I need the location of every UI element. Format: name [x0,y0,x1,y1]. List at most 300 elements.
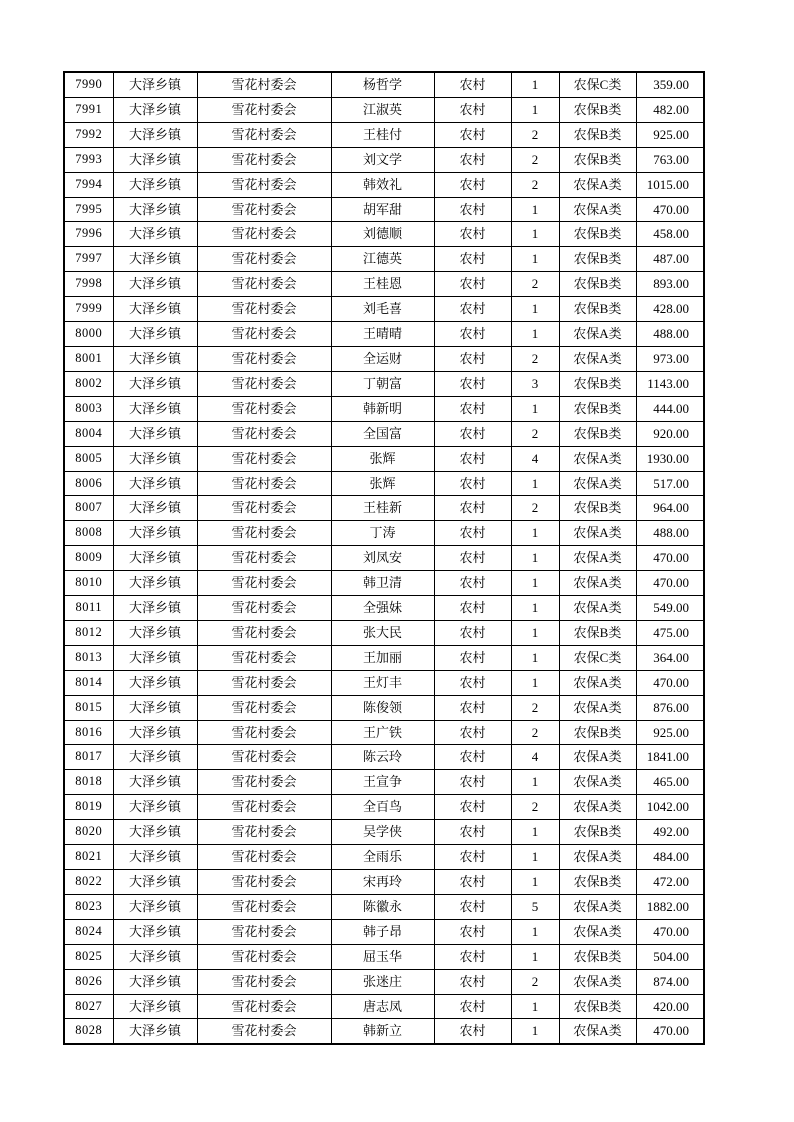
cell-category: 农保B类 [559,122,636,147]
table-row [64,396,704,421]
cell-category: 农保A类 [559,919,636,944]
cell-category: 农保A类 [559,695,636,720]
cell-village: 雪花村委会 [197,421,331,446]
cell-category: 农保B类 [559,620,636,645]
cell-count: 1 [511,521,559,546]
cell-category: 农保A类 [559,894,636,919]
table-row [64,870,704,895]
cell-amount: 472.00 [636,870,704,895]
cell-seq: 8021 [64,845,113,870]
cell-amount: 925.00 [636,122,704,147]
cell-seq: 8003 [64,396,113,421]
cell-town: 大泽乡镇 [113,670,197,695]
cell-name: 全运财 [331,346,434,371]
cell-category: 农保B类 [559,820,636,845]
table-row [64,845,704,870]
cell-type: 农村 [434,521,511,546]
cell-amount: 487.00 [636,247,704,272]
cell-town: 大泽乡镇 [113,172,197,197]
cell-village: 雪花村委会 [197,122,331,147]
cell-count: 5 [511,894,559,919]
cell-name: 张辉 [331,471,434,496]
cell-category: 农保B类 [559,222,636,247]
cell-town: 大泽乡镇 [113,870,197,895]
pension-table-container [63,71,705,1045]
cell-seq: 7993 [64,147,113,172]
table-row [64,222,704,247]
cell-seq: 8001 [64,346,113,371]
cell-count: 2 [511,496,559,521]
cell-count: 2 [511,147,559,172]
cell-category: 农保B类 [559,272,636,297]
cell-count: 1 [511,222,559,247]
cell-village: 雪花村委会 [197,322,331,347]
cell-type: 农村 [434,894,511,919]
table-row [64,969,704,994]
cell-town: 大泽乡镇 [113,820,197,845]
cell-town: 大泽乡镇 [113,396,197,421]
cell-seq: 8025 [64,944,113,969]
cell-seq: 8013 [64,645,113,670]
cell-category: 农保A类 [559,197,636,222]
cell-name: 张迷庄 [331,969,434,994]
cell-seq: 7991 [64,97,113,122]
table-row [64,795,704,820]
cell-town: 大泽乡镇 [113,222,197,247]
cell-amount: 1143.00 [636,371,704,396]
cell-seq: 8010 [64,571,113,596]
cell-amount: 470.00 [636,571,704,596]
cell-category: 农保A类 [559,845,636,870]
cell-village: 雪花村委会 [197,297,331,322]
cell-amount: 876.00 [636,695,704,720]
cell-category: 农保A类 [559,770,636,795]
cell-amount: 364.00 [636,645,704,670]
cell-category: 农保B类 [559,994,636,1019]
cell-amount: 470.00 [636,919,704,944]
cell-village: 雪花村委会 [197,745,331,770]
cell-village: 雪花村委会 [197,720,331,745]
table-row [64,346,704,371]
cell-type: 农村 [434,72,511,97]
cell-name: 全百鸟 [331,795,434,820]
cell-count: 1 [511,322,559,347]
cell-type: 农村 [434,471,511,496]
cell-village: 雪花村委会 [197,396,331,421]
cell-category: 农保A类 [559,670,636,695]
cell-category: 农保B类 [559,496,636,521]
cell-count: 2 [511,272,559,297]
cell-category: 农保A类 [559,346,636,371]
cell-type: 农村 [434,571,511,596]
cell-village: 雪花村委会 [197,645,331,670]
cell-village: 雪花村委会 [197,695,331,720]
cell-seq: 8028 [64,1019,113,1044]
cell-town: 大泽乡镇 [113,969,197,994]
table-row [64,172,704,197]
cell-category: 农保A类 [559,969,636,994]
cell-type: 农村 [434,446,511,471]
cell-count: 1 [511,471,559,496]
cell-town: 大泽乡镇 [113,845,197,870]
cell-type: 农村 [434,919,511,944]
cell-town: 大泽乡镇 [113,770,197,795]
cell-seq: 7999 [64,297,113,322]
cell-seq: 7992 [64,122,113,147]
table-row [64,247,704,272]
cell-name: 王灯丰 [331,670,434,695]
table-row [64,994,704,1019]
cell-amount: 488.00 [636,322,704,347]
cell-type: 农村 [434,172,511,197]
cell-village: 雪花村委会 [197,670,331,695]
cell-town: 大泽乡镇 [113,297,197,322]
cell-village: 雪花村委会 [197,845,331,870]
table-row [64,820,704,845]
cell-type: 农村 [434,820,511,845]
cell-amount: 482.00 [636,97,704,122]
cell-amount: 1882.00 [636,894,704,919]
cell-name: 唐志凤 [331,994,434,1019]
cell-type: 农村 [434,222,511,247]
cell-category: 农保B类 [559,147,636,172]
table-row [64,521,704,546]
cell-category: 农保B类 [559,870,636,895]
cell-type: 农村 [434,396,511,421]
cell-seq: 8018 [64,770,113,795]
cell-count: 1 [511,670,559,695]
cell-town: 大泽乡镇 [113,247,197,272]
cell-category: 农保A类 [559,571,636,596]
cell-name: 王桂付 [331,122,434,147]
cell-count: 2 [511,720,559,745]
cell-type: 农村 [434,97,511,122]
table-row [64,670,704,695]
table-row [64,919,704,944]
cell-count: 1 [511,297,559,322]
cell-category: 农保A类 [559,546,636,571]
cell-seq: 8009 [64,546,113,571]
cell-category: 农保A类 [559,521,636,546]
cell-amount: 470.00 [636,546,704,571]
cell-seq: 8012 [64,620,113,645]
table-row [64,322,704,347]
table-row [64,944,704,969]
table-row [64,745,704,770]
cell-category: 农保B类 [559,371,636,396]
cell-name: 王广铁 [331,720,434,745]
cell-seq: 8000 [64,322,113,347]
cell-village: 雪花村委会 [197,1019,331,1044]
table-row [64,446,704,471]
cell-amount: 488.00 [636,521,704,546]
cell-count: 1 [511,546,559,571]
cell-village: 雪花村委会 [197,147,331,172]
table-row [64,571,704,596]
cell-village: 雪花村委会 [197,596,331,621]
cell-name: 韩子昂 [331,919,434,944]
cell-name: 吴学侠 [331,820,434,845]
cell-count: 1 [511,596,559,621]
cell-type: 农村 [434,546,511,571]
cell-town: 大泽乡镇 [113,446,197,471]
cell-seq: 7998 [64,272,113,297]
cell-type: 农村 [434,969,511,994]
cell-type: 农村 [434,745,511,770]
cell-town: 大泽乡镇 [113,795,197,820]
cell-town: 大泽乡镇 [113,471,197,496]
cell-category: 农保A类 [559,322,636,347]
cell-town: 大泽乡镇 [113,919,197,944]
cell-type: 农村 [434,322,511,347]
cell-amount: 458.00 [636,222,704,247]
cell-count: 1 [511,620,559,645]
cell-type: 农村 [434,695,511,720]
cell-seq: 8007 [64,496,113,521]
cell-town: 大泽乡镇 [113,720,197,745]
cell-seq: 8020 [64,820,113,845]
cell-amount: 1930.00 [636,446,704,471]
cell-town: 大泽乡镇 [113,944,197,969]
cell-town: 大泽乡镇 [113,122,197,147]
cell-amount: 444.00 [636,396,704,421]
cell-type: 农村 [434,596,511,621]
cell-name: 丁朝富 [331,371,434,396]
table-body [64,72,704,1044]
cell-village: 雪花村委会 [197,222,331,247]
cell-count: 1 [511,770,559,795]
cell-name: 张大民 [331,620,434,645]
cell-seq: 8015 [64,695,113,720]
cell-type: 农村 [434,720,511,745]
cell-village: 雪花村委会 [197,894,331,919]
table-row [64,546,704,571]
cell-category: 农保B类 [559,396,636,421]
cell-name: 王桂恩 [331,272,434,297]
cell-name: 丁涛 [331,521,434,546]
cell-type: 农村 [434,346,511,371]
cell-town: 大泽乡镇 [113,894,197,919]
cell-village: 雪花村委会 [197,172,331,197]
cell-name: 陈云玲 [331,745,434,770]
cell-seq: 7995 [64,197,113,222]
table-row [64,421,704,446]
cell-town: 大泽乡镇 [113,322,197,347]
cell-category: 农保A类 [559,1019,636,1044]
cell-count: 1 [511,994,559,1019]
table-row [64,645,704,670]
table-row [64,197,704,222]
cell-town: 大泽乡镇 [113,596,197,621]
cell-category: 农保A类 [559,596,636,621]
cell-name: 韩新明 [331,396,434,421]
cell-name: 刘凤安 [331,546,434,571]
cell-seq: 8027 [64,994,113,1019]
cell-seq: 8002 [64,371,113,396]
cell-town: 大泽乡镇 [113,571,197,596]
cell-count: 1 [511,97,559,122]
cell-category: 农保C类 [559,72,636,97]
cell-amount: 465.00 [636,770,704,795]
cell-town: 大泽乡镇 [113,97,197,122]
table-row [64,147,704,172]
cell-category: 农保C类 [559,645,636,670]
cell-category: 农保B类 [559,297,636,322]
cell-amount: 484.00 [636,845,704,870]
cell-type: 农村 [434,122,511,147]
cell-town: 大泽乡镇 [113,346,197,371]
cell-seq: 8008 [64,521,113,546]
cell-count: 1 [511,197,559,222]
cell-type: 农村 [434,1019,511,1044]
cell-count: 1 [511,919,559,944]
cell-count: 1 [511,944,559,969]
cell-count: 1 [511,72,559,97]
cell-category: 农保A类 [559,172,636,197]
cell-village: 雪花村委会 [197,471,331,496]
cell-count: 1 [511,571,559,596]
cell-town: 大泽乡镇 [113,496,197,521]
cell-count: 1 [511,1019,559,1044]
table-row [64,97,704,122]
cell-village: 雪花村委会 [197,820,331,845]
table-row [64,496,704,521]
cell-amount: 475.00 [636,620,704,645]
cell-seq: 7996 [64,222,113,247]
cell-amount: 920.00 [636,421,704,446]
cell-type: 农村 [434,620,511,645]
cell-count: 4 [511,446,559,471]
cell-village: 雪花村委会 [197,571,331,596]
table-row [64,1019,704,1044]
cell-amount: 517.00 [636,471,704,496]
cell-town: 大泽乡镇 [113,1019,197,1044]
cell-type: 农村 [434,770,511,795]
cell-village: 雪花村委会 [197,272,331,297]
cell-count: 2 [511,795,559,820]
cell-amount: 763.00 [636,147,704,172]
table-row [64,596,704,621]
cell-seq: 8011 [64,596,113,621]
cell-name: 陈俊领 [331,695,434,720]
cell-count: 1 [511,870,559,895]
cell-count: 3 [511,371,559,396]
cell-amount: 1841.00 [636,745,704,770]
cell-type: 农村 [434,197,511,222]
cell-seq: 7997 [64,247,113,272]
cell-seq: 8022 [64,870,113,895]
cell-name: 刘文学 [331,147,434,172]
cell-name: 全雨乐 [331,845,434,870]
cell-name: 全国富 [331,421,434,446]
cell-category: 农保B类 [559,720,636,745]
cell-name: 王宣争 [331,770,434,795]
table-row [64,122,704,147]
cell-village: 雪花村委会 [197,546,331,571]
cell-amount: 504.00 [636,944,704,969]
cell-count: 4 [511,745,559,770]
cell-village: 雪花村委会 [197,919,331,944]
cell-town: 大泽乡镇 [113,546,197,571]
cell-town: 大泽乡镇 [113,645,197,670]
cell-type: 农村 [434,421,511,446]
cell-type: 农村 [434,272,511,297]
table-row [64,894,704,919]
cell-category: 农保B类 [559,97,636,122]
cell-town: 大泽乡镇 [113,620,197,645]
cell-count: 2 [511,969,559,994]
cell-count: 1 [511,845,559,870]
cell-amount: 359.00 [636,72,704,97]
cell-amount: 492.00 [636,820,704,845]
cell-category: 农保A类 [559,795,636,820]
cell-village: 雪花村委会 [197,496,331,521]
cell-amount: 470.00 [636,1019,704,1044]
table-row [64,471,704,496]
cell-village: 雪花村委会 [197,770,331,795]
cell-name: 韩卫清 [331,571,434,596]
cell-amount: 549.00 [636,596,704,621]
cell-name: 王晴晴 [331,322,434,347]
cell-village: 雪花村委会 [197,247,331,272]
cell-count: 2 [511,695,559,720]
cell-type: 农村 [434,247,511,272]
cell-amount: 893.00 [636,272,704,297]
cell-amount: 428.00 [636,297,704,322]
cell-amount: 973.00 [636,346,704,371]
table-row [64,720,704,745]
cell-village: 雪花村委会 [197,521,331,546]
cell-seq: 8005 [64,446,113,471]
cell-count: 1 [511,396,559,421]
cell-name: 韩新立 [331,1019,434,1044]
table-row [64,72,704,97]
cell-seq: 8023 [64,894,113,919]
cell-type: 农村 [434,994,511,1019]
cell-type: 农村 [434,795,511,820]
cell-seq: 8026 [64,969,113,994]
cell-amount: 420.00 [636,994,704,1019]
cell-type: 农村 [434,371,511,396]
cell-village: 雪花村委会 [197,97,331,122]
cell-name: 刘德顺 [331,222,434,247]
cell-seq: 8004 [64,421,113,446]
cell-amount: 874.00 [636,969,704,994]
table-row [64,620,704,645]
cell-count: 1 [511,645,559,670]
cell-count: 2 [511,346,559,371]
cell-amount: 470.00 [636,670,704,695]
cell-name: 王桂新 [331,496,434,521]
cell-count: 2 [511,122,559,147]
cell-town: 大泽乡镇 [113,521,197,546]
cell-name: 屈玉华 [331,944,434,969]
table-row [64,272,704,297]
cell-seq: 8006 [64,471,113,496]
table-row [64,770,704,795]
cell-count: 2 [511,421,559,446]
cell-type: 农村 [434,297,511,322]
cell-amount: 1015.00 [636,172,704,197]
cell-village: 雪花村委会 [197,795,331,820]
cell-category: 农保A类 [559,446,636,471]
cell-name: 韩效礼 [331,172,434,197]
cell-seq: 8016 [64,720,113,745]
pension-payment-table [63,71,705,1045]
cell-type: 农村 [434,670,511,695]
cell-town: 大泽乡镇 [113,272,197,297]
cell-town: 大泽乡镇 [113,994,197,1019]
